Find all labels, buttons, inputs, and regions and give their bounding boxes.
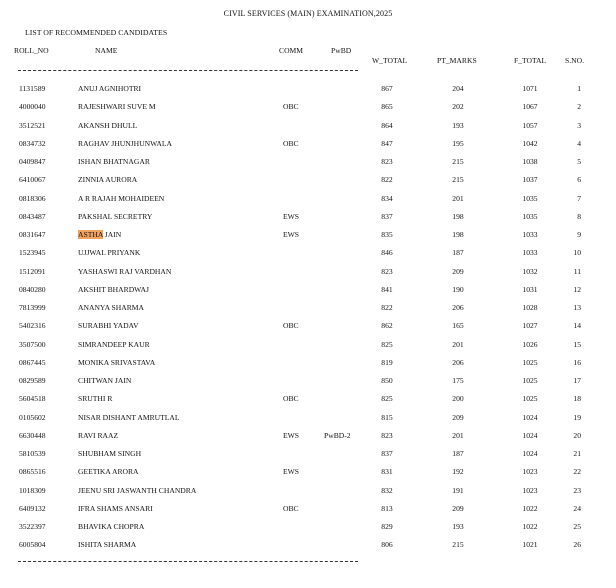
- s-no-cell: 12: [573, 284, 581, 294]
- w-total-cell: 831: [381, 467, 393, 477]
- pt-marks-cell: 191: [452, 485, 464, 495]
- name-cell: SIMRANDEEP KAUR: [78, 339, 150, 349]
- pt-marks-cell: 215: [452, 540, 464, 550]
- name-cell: ANUJ AGNIHOTRI: [78, 84, 142, 93]
- f-total-cell: 1037: [522, 175, 538, 185]
- highlighted-name-part: ASTHA: [78, 230, 103, 239]
- pt-marks-cell: 198: [452, 230, 464, 239]
- table-row: [0, 230, 616, 244]
- roll-no-cell: 6410067: [19, 175, 46, 185]
- w-total-cell: 837: [381, 449, 393, 458]
- roll-no-cell: 0409847: [19, 157, 46, 166]
- s-no-cell: 8: [577, 211, 581, 221]
- roll-no-cell: 5810539: [19, 449, 46, 458]
- s-no-cell: 18: [573, 394, 581, 404]
- name-cell: A R RAJAH MOHAIDEEN: [78, 193, 165, 203]
- name-cell: AKANSH DHULL: [78, 120, 138, 130]
- table-row: [0, 121, 616, 135]
- f-total-cell: 1035: [522, 193, 538, 203]
- w-total-cell: 864: [381, 120, 393, 130]
- table-row: [0, 84, 616, 98]
- table-row: [0, 376, 616, 390]
- pt-marks-cell: 201: [452, 193, 464, 203]
- f-total-cell: 1024: [522, 449, 538, 458]
- name-cell: NISAR DISHANT AMRUTLAL: [78, 412, 180, 422]
- w-total-cell: 822: [381, 303, 393, 312]
- name-cell: RAGHAV JHUNJHUNWALA: [78, 138, 173, 148]
- w-total-cell: 841: [381, 284, 393, 294]
- table-row: [0, 522, 616, 536]
- w-total-cell: 834: [381, 193, 393, 203]
- name-cell: CHITWAN JAIN: [78, 376, 132, 385]
- table-row: [0, 175, 616, 189]
- f-total-cell: 1028: [522, 303, 538, 312]
- comm-cell: OBC: [283, 503, 299, 513]
- s-no-cell: 22: [573, 467, 581, 477]
- w-total-cell: 822: [381, 175, 393, 185]
- roll-no-cell: 0840280: [19, 284, 46, 294]
- name-cell: RAJESHWARI SUVE M: [78, 102, 156, 112]
- pt-marks-cell: 202: [452, 102, 464, 112]
- pt-marks-cell: 175: [452, 376, 464, 385]
- roll-no-cell: 1512091: [19, 266, 46, 276]
- name-cell: ANANYA SHARMA: [78, 303, 145, 312]
- f-total-cell: 1024: [522, 412, 538, 422]
- list-subtitle: LIST OF RECOMMENDED CANDIDATES: [25, 28, 168, 37]
- f-total-cell: 1057: [522, 120, 538, 130]
- w-total-cell: 823: [381, 157, 393, 166]
- w-total-cell: 850: [381, 376, 393, 385]
- comm-cell: OBC: [283, 394, 299, 404]
- header-w-total: W_TOTAL: [372, 56, 408, 65]
- roll-no-cell: 6409132: [19, 503, 46, 513]
- f-total-cell: 1035: [522, 211, 538, 221]
- roll-no-cell: 6630448: [19, 430, 46, 440]
- pt-marks-cell: 198: [452, 211, 464, 221]
- table-row: [0, 212, 616, 226]
- table-row: [0, 431, 616, 445]
- comm-cell: OBC: [283, 138, 299, 148]
- f-total-cell: 1026: [522, 339, 538, 349]
- table-row: [0, 102, 616, 116]
- table-row: [0, 157, 616, 171]
- header-roll-no: ROLL_NO: [14, 46, 49, 55]
- w-total-cell: 832: [381, 485, 393, 495]
- f-total-cell: 1032: [522, 266, 538, 276]
- name-cell: RAVI RAAZ: [78, 430, 119, 440]
- f-total-cell: 1067: [522, 102, 538, 112]
- s-no-cell: 24: [573, 503, 581, 513]
- table-row: [0, 449, 616, 463]
- f-total-cell: 1027: [522, 321, 538, 331]
- name-cell: GEETIKA ARORA: [78, 467, 139, 477]
- s-no-cell: 14: [573, 321, 581, 331]
- f-total-cell: 1025: [522, 394, 538, 404]
- name-cell: BHAVIKA CHOPRA: [78, 522, 145, 531]
- f-total-cell: 1031: [522, 284, 538, 294]
- name-cell: IFRA SHAMS ANSARI: [78, 503, 153, 513]
- table-row: [0, 139, 616, 153]
- pt-marks-cell: 206: [452, 303, 464, 312]
- w-total-cell: 862: [381, 321, 393, 331]
- w-total-cell: 825: [381, 339, 393, 349]
- header-name: NAME: [95, 46, 118, 55]
- pt-marks-cell: 215: [452, 175, 464, 185]
- w-total-cell: 823: [381, 430, 393, 440]
- roll-no-cell: 4000040: [19, 102, 46, 112]
- pt-marks-cell: 204: [452, 84, 464, 93]
- f-total-cell: 1022: [522, 522, 538, 531]
- w-total-cell: 837: [381, 211, 393, 221]
- name-cell: ISHITA SHARMA: [78, 540, 137, 550]
- roll-no-cell: 1018309: [19, 485, 46, 495]
- w-total-cell: 825: [381, 394, 393, 404]
- header-s-no: S.NO.: [565, 56, 584, 65]
- comm-cell: OBC: [283, 321, 299, 331]
- f-total-cell: 1071: [522, 84, 538, 93]
- f-total-cell: 1023: [522, 467, 538, 477]
- w-total-cell: 806: [381, 540, 393, 550]
- s-no-cell: 6: [577, 175, 581, 185]
- w-total-cell: 815: [381, 412, 393, 422]
- table-row: [0, 303, 616, 317]
- f-total-cell: 1022: [522, 503, 538, 513]
- pwbd-cell: PwBD-2: [324, 430, 351, 440]
- s-no-cell: 19: [573, 412, 581, 422]
- name-cell: AKSHIT BHARDWAJ: [78, 284, 149, 294]
- pt-marks-cell: 193: [452, 522, 464, 531]
- roll-no-cell: 3522397: [19, 522, 46, 531]
- name-cell: SURABHI YADAV: [78, 321, 139, 331]
- pt-marks-cell: 187: [452, 248, 464, 258]
- comm-cell: EWS: [283, 211, 300, 221]
- document-title: CIVIL SERVICES (MAIN) EXAMINATION,2025: [223, 9, 393, 18]
- roll-no-cell: 6005804: [19, 540, 46, 550]
- w-total-cell: 835: [381, 230, 393, 239]
- comm-cell: EWS: [283, 467, 300, 477]
- table-row: [0, 321, 616, 335]
- roll-no-cell: 7813999: [19, 303, 46, 312]
- name-cell: SRUTHI R: [78, 394, 113, 404]
- header-divider: [18, 70, 358, 71]
- s-no-cell: 26: [573, 540, 581, 550]
- comm-cell: EWS: [283, 430, 300, 440]
- roll-no-cell: 0105602: [19, 412, 46, 422]
- name-cell: [78, 230, 121, 239]
- comm-cell: OBC: [283, 102, 299, 112]
- footer-divider: [18, 561, 358, 562]
- s-no-cell: 13: [573, 303, 581, 312]
- roll-no-cell: 0865516: [19, 467, 46, 477]
- pt-marks-cell: 193: [452, 120, 464, 130]
- f-total-cell: 1025: [522, 376, 538, 385]
- s-no-cell: 23: [573, 485, 581, 495]
- s-no-cell: 1: [577, 84, 581, 93]
- w-total-cell: 847: [381, 138, 393, 148]
- f-total-cell: 1025: [522, 357, 538, 367]
- roll-no-cell: 3507500: [19, 339, 46, 349]
- w-total-cell: 819: [381, 357, 393, 367]
- table-row: [0, 540, 616, 554]
- roll-no-cell: 0834732: [19, 138, 46, 148]
- f-total-cell: 1021: [522, 540, 538, 550]
- name-cell: MONIKA SRIVASTAVA: [78, 357, 156, 367]
- pt-marks-cell: 195: [452, 138, 464, 148]
- f-total-cell: 1042: [522, 138, 538, 148]
- roll-no-cell: 1131589: [19, 84, 46, 93]
- roll-no-cell: 0831647: [19, 230, 46, 239]
- s-no-cell: 4: [577, 138, 581, 148]
- name-cell: UJJWAL PRIYANK: [78, 248, 141, 258]
- w-total-cell: 846: [381, 248, 393, 258]
- f-total-cell: 1033: [522, 230, 538, 239]
- roll-no-cell: 0867445: [19, 357, 46, 367]
- w-total-cell: 813: [381, 503, 393, 513]
- roll-no-cell: 1523945: [19, 248, 46, 258]
- pt-marks-cell: 200: [452, 394, 464, 404]
- s-no-cell: 11: [573, 266, 581, 276]
- name-cell: PAKSHAL SECRETRY: [78, 211, 153, 221]
- s-no-cell: 21: [573, 449, 581, 458]
- s-no-cell: 16: [573, 357, 581, 367]
- pt-marks-cell: 190: [452, 284, 464, 294]
- table-row: [0, 248, 616, 262]
- name-cell: JEENU SRI JASWANTH CHANDRA: [78, 485, 197, 495]
- pt-marks-cell: 209: [452, 503, 464, 513]
- table-row: [0, 340, 616, 354]
- roll-no-cell: 0843487: [19, 211, 46, 221]
- header-pwbd: PwBD: [331, 46, 352, 55]
- f-total-cell: 1038: [522, 157, 538, 166]
- table-row: [0, 504, 616, 518]
- pt-marks-cell: 187: [452, 449, 464, 458]
- w-total-cell: 829: [381, 522, 393, 531]
- s-no-cell: 17: [573, 376, 581, 385]
- w-total-cell: 823: [381, 266, 393, 276]
- table-row: [0, 413, 616, 427]
- s-no-cell: 15: [573, 339, 581, 349]
- name-cell: ISHAN BHATNAGAR: [78, 157, 150, 166]
- s-no-cell: 9: [577, 230, 581, 239]
- table-row: [0, 358, 616, 372]
- pt-marks-cell: 201: [452, 339, 464, 349]
- name-cell: SHUBHAM SINGH: [78, 449, 142, 458]
- name-cell: ZINNIA AURORA: [78, 175, 138, 185]
- pt-marks-cell: 215: [452, 157, 464, 166]
- table-row: [0, 285, 616, 299]
- pt-marks-cell: 209: [452, 266, 464, 276]
- f-total-cell: 1024: [522, 430, 538, 440]
- pt-marks-cell: 206: [452, 357, 464, 367]
- table-row: [0, 267, 616, 281]
- roll-no-cell: 5604518: [19, 394, 46, 404]
- table-row: [0, 394, 616, 408]
- pt-marks-cell: 192: [452, 467, 464, 477]
- f-total-cell: 1033: [522, 248, 538, 258]
- header-f-total: F_TOTAL: [514, 56, 547, 65]
- roll-no-cell: 0829589: [19, 376, 46, 385]
- table-row: [0, 486, 616, 500]
- roll-no-cell: 0818306: [19, 193, 46, 203]
- w-total-cell: 867: [381, 84, 393, 93]
- s-no-cell: 10: [573, 248, 581, 258]
- roll-no-cell: 5402316: [19, 321, 46, 331]
- table-row: [0, 194, 616, 208]
- roll-no-cell: 3512521: [19, 120, 46, 130]
- comm-cell: EWS: [283, 230, 300, 239]
- s-no-cell: 20: [573, 430, 581, 440]
- name-cell: YASHASWI RAJ VARDHAN: [78, 266, 172, 276]
- s-no-cell: 2: [577, 102, 581, 112]
- table-row: [0, 467, 616, 481]
- pt-marks-cell: 209: [452, 412, 464, 422]
- pt-marks-cell: 165: [452, 321, 464, 331]
- header-comm: COMM: [279, 46, 304, 55]
- name-remainder: JAIN: [102, 230, 122, 239]
- w-total-cell: 865: [381, 102, 393, 112]
- pt-marks-cell: 201: [452, 430, 464, 440]
- f-total-cell: 1023: [522, 485, 538, 495]
- s-no-cell: 3: [577, 120, 581, 130]
- header-pt-marks: PT_MARKS: [437, 56, 477, 65]
- s-no-cell: 7: [577, 193, 581, 203]
- s-no-cell: 25: [573, 522, 581, 531]
- s-no-cell: 5: [577, 157, 581, 166]
